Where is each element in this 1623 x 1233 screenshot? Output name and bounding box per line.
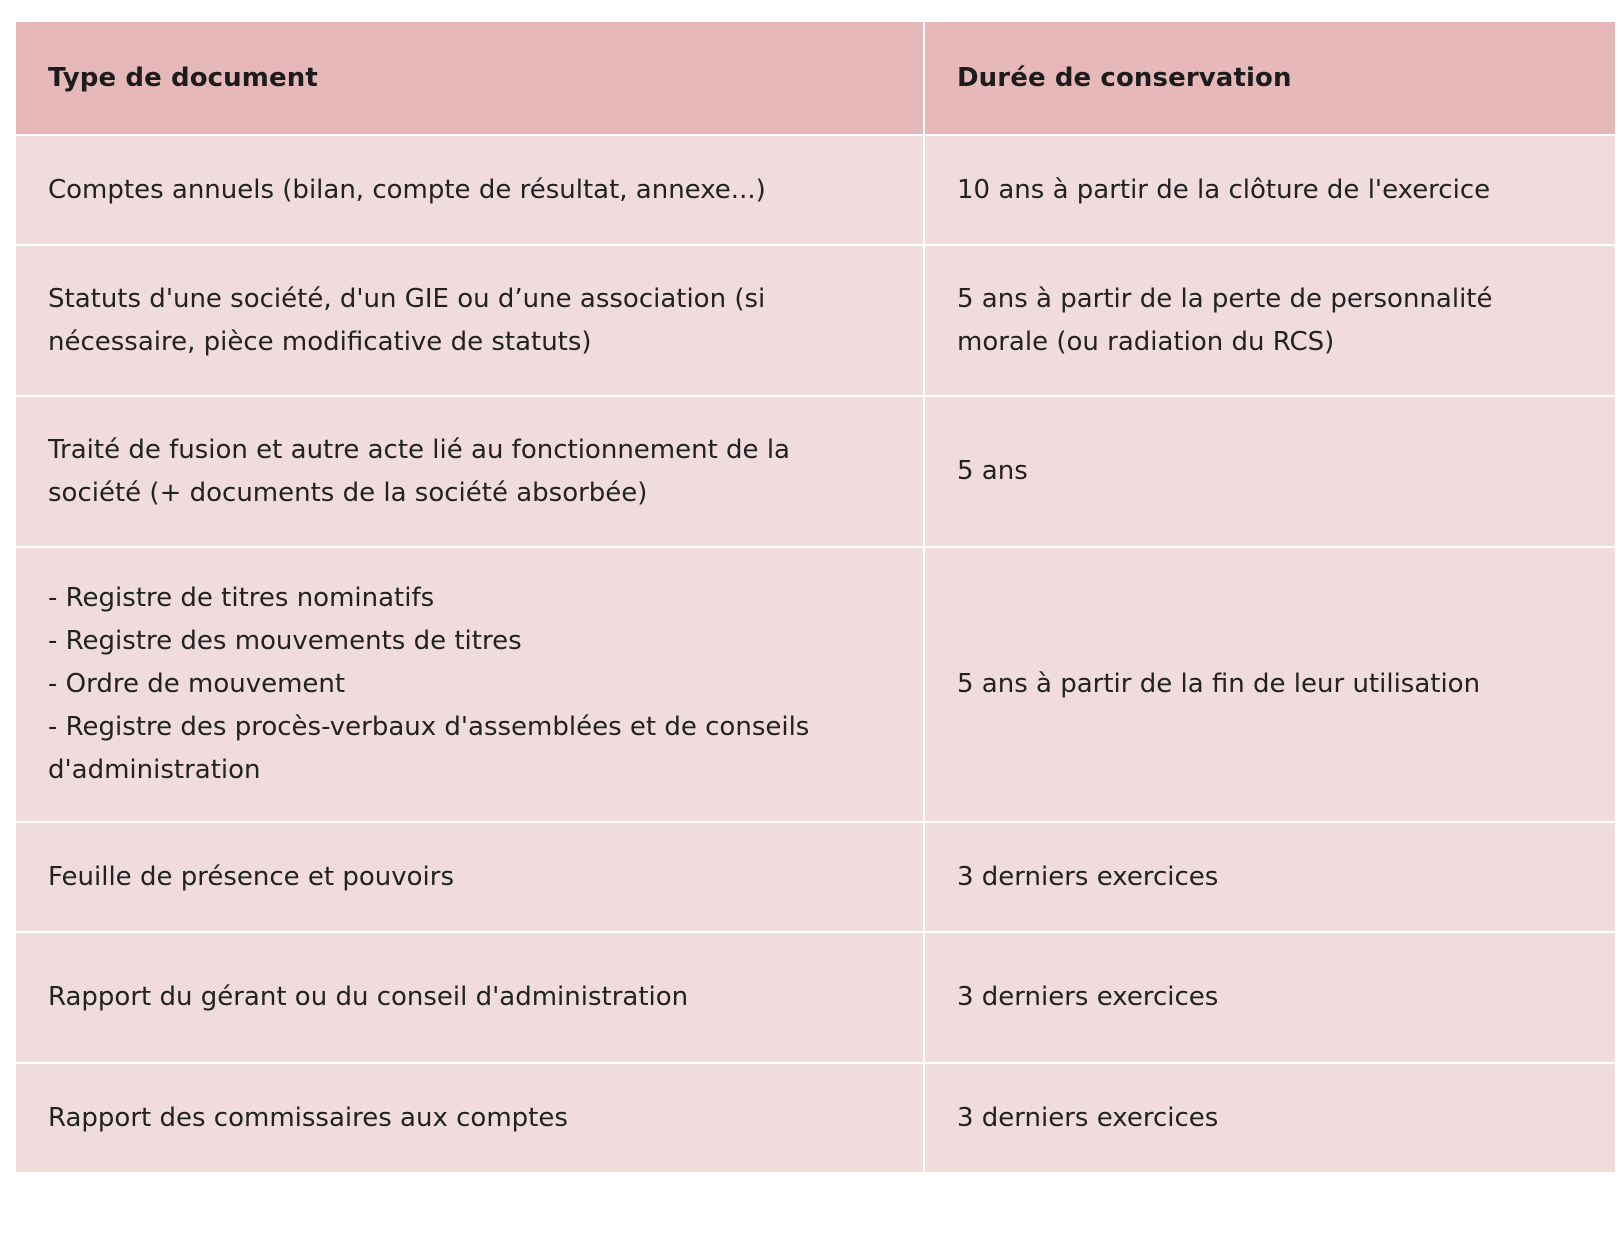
cell-retention-duration: 5 ans à partir de la perte de personnalité morale (ou radiation du RCS) [924, 245, 1615, 396]
cell-document-type: Statuts d'une société, d'un GIE ou d’une association (si nécessaire, pièce modificative de statuts) [16, 245, 924, 396]
retention-table-container [16, 22, 1615, 1172]
header-retention-duration: Durée de conservation [924, 22, 1615, 135]
cell-retention-duration: 3 derniers exercices [924, 1063, 1615, 1172]
header-document-type: Type de document [16, 22, 924, 135]
table-header-row [16, 22, 1615, 135]
cell-document-type: Rapport du gérant ou du conseil d'administration [16, 932, 924, 1063]
cell-retention-duration: 3 derniers exercices [924, 932, 1615, 1063]
table-row [16, 245, 1615, 396]
cell-document-type: Feuille de présence et pouvoirs [16, 822, 924, 932]
table-row [16, 932, 1615, 1063]
cell-retention-duration: 5 ans [924, 396, 1615, 547]
cell-retention-duration: 3 derniers exercices [924, 822, 1615, 932]
cell-document-type: Rapport des commissaires aux comptes [16, 1063, 924, 1172]
cell-retention-duration: 5 ans à partir de la fin de leur utilisation [924, 547, 1615, 822]
table-row [16, 547, 1615, 822]
cell-document-type: - Registre de titres nominatifs - Registre des mouvements de titres - Ordre de mouvement - Registre des procès-verbaux d'assemblées et de conseils d'administration [16, 547, 924, 822]
table-row [16, 396, 1615, 547]
table-row [16, 1063, 1615, 1172]
cell-document-type: Comptes annuels (bilan, compte de résultat, annexe...) [16, 135, 924, 245]
cell-retention-duration: 10 ans à partir de la clôture de l'exercice [924, 135, 1615, 245]
cell-document-type: Traité de fusion et autre acte lié au fonctionnement de la société (+ documents de la société absorbée) [16, 396, 924, 547]
retention-table [16, 22, 1615, 1172]
table-row [16, 135, 1615, 245]
table-row [16, 822, 1615, 932]
